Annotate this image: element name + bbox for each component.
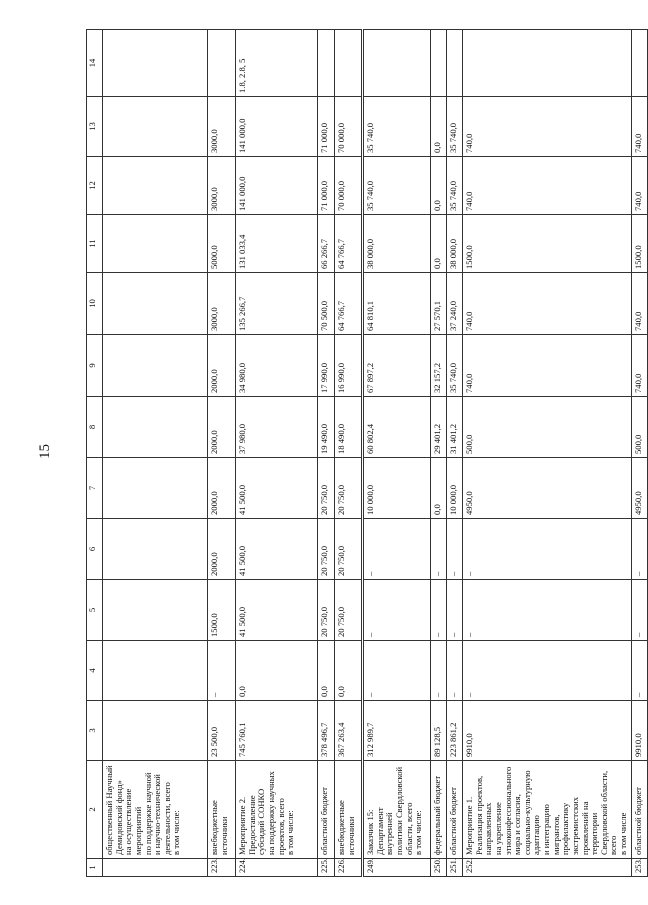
cell-year: –	[363, 580, 431, 641]
cell-year: 10 000,0	[363, 458, 431, 519]
cell-year	[103, 580, 208, 641]
cell-year: –	[463, 519, 632, 580]
col-header: 12	[87, 157, 103, 215]
cell-year: 64 810,1	[363, 273, 431, 335]
col-header: 1	[87, 859, 103, 877]
cell-year: –	[431, 641, 447, 701]
row-number: 251.	[447, 859, 463, 877]
table-row	[318, 30, 335, 877]
cell-year: –	[447, 580, 463, 641]
cell-year: 740,0	[463, 273, 632, 335]
cell-year: 2000,0	[208, 519, 236, 580]
cell-year	[103, 157, 208, 215]
cell-total: 223 861,2	[447, 701, 463, 761]
cell-year: 141 000,0	[236, 97, 318, 157]
cell-year: 141 000,0	[236, 157, 318, 215]
col-header: 5	[87, 580, 103, 641]
row-description: областной бюджет	[631, 761, 647, 859]
cell-total: 9910,0	[463, 701, 632, 761]
cell-year: –	[631, 519, 647, 580]
table-row	[363, 30, 431, 877]
cell-year: 0,0	[431, 215, 447, 273]
budget-table	[86, 29, 648, 877]
cell-year	[103, 335, 208, 397]
cell-year: 2000,0	[208, 335, 236, 397]
row-number: 250.	[431, 859, 447, 877]
cell-total: 9910,0	[631, 701, 647, 761]
cell-year: 740,0	[631, 273, 647, 335]
cell-total: 312 989,7	[363, 701, 431, 761]
col-header: 11	[87, 215, 103, 273]
cell-year: 10 000,0	[447, 458, 463, 519]
cell-year: –	[631, 641, 647, 701]
cell-reference	[431, 30, 447, 97]
cell-year: 70 000,0	[335, 97, 363, 157]
cell-year: 500,0	[463, 397, 632, 458]
row-number	[103, 859, 208, 877]
cell-reference	[103, 30, 208, 97]
cell-year: 67 897,2	[363, 335, 431, 397]
col-header: 10	[87, 273, 103, 335]
table-container	[86, 30, 643, 877]
table-row	[208, 30, 236, 877]
cell-year: 500,0	[631, 397, 647, 458]
col-header: 13	[87, 97, 103, 157]
row-description: федеральный бюджет	[431, 761, 447, 859]
cell-year: 20 750,0	[318, 580, 335, 641]
cell-total: 367 263,4	[335, 701, 363, 761]
cell-year: –	[631, 580, 647, 641]
page-number: 15	[37, 444, 53, 459]
cell-year: 740,0	[631, 157, 647, 215]
cell-year: 38 000,0	[447, 215, 463, 273]
cell-reference	[631, 30, 647, 97]
cell-reference: 1.8, 2.8, 5	[236, 30, 318, 97]
row-number: 249.	[363, 859, 431, 877]
cell-year: 2000,0	[208, 397, 236, 458]
cell-year: 131 033,4	[236, 215, 318, 273]
cell-year: 27 570,1	[431, 273, 447, 335]
table-row	[103, 30, 208, 877]
cell-year: 71 000,0	[318, 157, 335, 215]
cell-total	[103, 701, 208, 761]
cell-year: 16 990,0	[335, 335, 363, 397]
cell-year: 20 750,0	[335, 458, 363, 519]
cell-reference	[335, 30, 363, 97]
cell-year: 20 750,0	[335, 580, 363, 641]
row-description: областной бюджет	[447, 761, 463, 859]
cell-reference	[363, 30, 431, 97]
col-header: 2	[87, 761, 103, 859]
cell-year: 60 802,4	[363, 397, 431, 458]
table-row	[431, 30, 447, 877]
cell-total: 23 500,0	[208, 701, 236, 761]
table-row	[335, 30, 363, 877]
cell-year: 66 266,7	[318, 215, 335, 273]
row-description: общественный Научный Демидовский фонд» на осуществление мероприятий по поддержке научной и научно-технической деятельности, всего в том числе:	[103, 761, 208, 859]
row-description: Мероприятие 1. Реализация проектов, направленных на укрепление этноконфессионального мира и согласия, социально-культурную адаптацию и интеграцию мигрантов, профилактику экстремистских проявлений на территории Свердловской области, всего в том числе	[463, 761, 632, 859]
cell-year: –	[447, 519, 463, 580]
cell-year: 35 740,0	[447, 97, 463, 157]
cell-year: 0,0	[431, 97, 447, 157]
cell-year: 740,0	[463, 157, 632, 215]
cell-year: 1500,0	[208, 580, 236, 641]
cell-year: 1500,0	[631, 215, 647, 273]
row-number: 225.	[318, 859, 335, 877]
cell-total: 745 760,1	[236, 701, 318, 761]
cell-year: 0,0	[236, 641, 318, 701]
cell-year	[103, 458, 208, 519]
cell-year: 0,0	[431, 157, 447, 215]
col-header: 6	[87, 519, 103, 580]
cell-year: –	[363, 641, 431, 701]
col-header: 14	[87, 30, 103, 97]
row-description: внебюджетные источники	[335, 761, 363, 859]
cell-year: 740,0	[631, 97, 647, 157]
cell-year: 3000,0	[208, 97, 236, 157]
cell-year	[103, 97, 208, 157]
cell-reference	[463, 30, 632, 97]
row-description: Мероприятие 2. Предоставление субсидий СОНКО на поддержку научных проектов, всего в том числе:	[236, 761, 318, 859]
cell-year: –	[463, 641, 632, 701]
cell-year: 740,0	[463, 335, 632, 397]
cell-year: 37 980,0	[236, 397, 318, 458]
cell-year: 4950,0	[631, 458, 647, 519]
col-header: 9	[87, 335, 103, 397]
cell-year: 35 740,0	[447, 157, 463, 215]
cell-year: 70 000,0	[335, 157, 363, 215]
row-description: Заказчик 15: Департамент внутренней политики Свердловской области, всего в том числе:	[363, 761, 431, 859]
cell-year: 0,0	[431, 458, 447, 519]
header-row	[87, 30, 103, 877]
cell-year: 5000,0	[208, 215, 236, 273]
cell-year: 18 490,0	[335, 397, 363, 458]
cell-year: 2000,0	[208, 458, 236, 519]
cell-year	[103, 397, 208, 458]
cell-year: 3000,0	[208, 157, 236, 215]
cell-year: 3000,0	[208, 273, 236, 335]
cell-year: 0,0	[335, 641, 363, 701]
cell-year: 35 740,0	[363, 97, 431, 157]
cell-year: 740,0	[463, 97, 632, 157]
cell-year: 38 000,0	[363, 215, 431, 273]
col-header: 7	[87, 458, 103, 519]
cell-year: –	[208, 641, 236, 701]
cell-year: 35 740,0	[447, 335, 463, 397]
table-row	[463, 30, 632, 877]
cell-year: 37 240,0	[447, 273, 463, 335]
cell-year: 31 401,2	[447, 397, 463, 458]
cell-year	[103, 641, 208, 701]
cell-year: 41 500,0	[236, 580, 318, 641]
cell-reference	[447, 30, 463, 97]
col-header: 3	[87, 701, 103, 761]
cell-year	[103, 273, 208, 335]
cell-reference	[318, 30, 335, 97]
row-number: 224.	[236, 859, 318, 877]
cell-year: –	[363, 519, 431, 580]
cell-total: 378 496,7	[318, 701, 335, 761]
cell-year	[103, 519, 208, 580]
cell-year: –	[431, 519, 447, 580]
cell-year: 32 157,2	[431, 335, 447, 397]
row-description: внебюджетные источники	[208, 761, 236, 859]
cell-year: –	[431, 580, 447, 641]
row-number: 226.	[335, 859, 363, 877]
cell-year: 19 490,0	[318, 397, 335, 458]
cell-year: 64 766,7	[335, 215, 363, 273]
cell-year: 20 750,0	[335, 519, 363, 580]
table-row	[236, 30, 318, 877]
cell-total: 89 128,5	[431, 701, 447, 761]
row-description: областной бюджет	[318, 761, 335, 859]
cell-year: 135 266,7	[236, 273, 318, 335]
cell-year: 0,0	[318, 641, 335, 701]
cell-year: –	[447, 641, 463, 701]
cell-year: 41 500,0	[236, 519, 318, 580]
cell-year: 740,0	[631, 335, 647, 397]
row-number: 223.	[208, 859, 236, 877]
cell-year: 35 740,0	[363, 157, 431, 215]
table-row	[631, 30, 647, 877]
cell-year: 34 980,0	[236, 335, 318, 397]
cell-reference	[208, 30, 236, 97]
cell-year: 29 401,2	[431, 397, 447, 458]
row-number: 253.	[631, 859, 647, 877]
cell-year: 71 000,0	[318, 97, 335, 157]
cell-year: 20 750,0	[318, 519, 335, 580]
cell-year: 20 750,0	[318, 458, 335, 519]
cell-year: –	[463, 580, 632, 641]
col-header: 8	[87, 397, 103, 458]
cell-year: 70 500,0	[318, 273, 335, 335]
cell-year: 4950,0	[463, 458, 632, 519]
row-number: 252.	[463, 859, 632, 877]
cell-year: 17 990,0	[318, 335, 335, 397]
cell-year: 41 500,0	[236, 458, 318, 519]
cell-year	[103, 215, 208, 273]
col-header: 4	[87, 641, 103, 701]
table-row	[447, 30, 463, 877]
cell-year: 1500,0	[463, 215, 632, 273]
cell-year: 64 766,7	[335, 273, 363, 335]
